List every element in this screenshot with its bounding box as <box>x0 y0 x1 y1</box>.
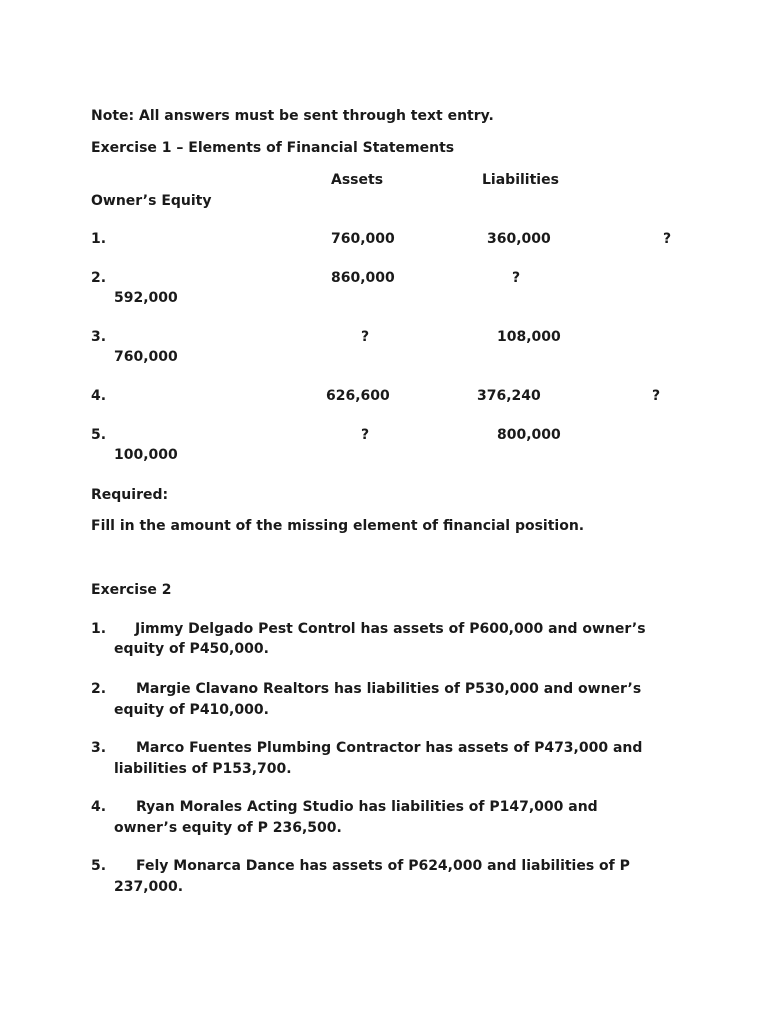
header-assets: Assets <box>331 172 384 188</box>
row-2-liabilities: ? <box>512 270 521 286</box>
row-1-liabilities: 360,000 <box>487 231 551 247</box>
row-4-equity: ? <box>652 388 661 404</box>
row-5-assets: ? <box>361 427 370 443</box>
row-3-number: 3. <box>91 329 107 345</box>
note-text: Note: All answers must be sent through text entry. <box>91 108 494 124</box>
row-2-assets: 860,000 <box>331 270 395 286</box>
ex2-item-2-line1: Margie Clavano Realtors has liabilities of P530,000 and owner’s <box>136 681 642 697</box>
row-4-assets: 626,600 <box>326 388 390 404</box>
ex2-item-1-line1: Jimmy Delgado Pest Control has assets of P600,000 and owner’s <box>135 621 646 637</box>
ex2-item-2-number: 2. <box>91 681 107 697</box>
ex2-item-3-number: 3. <box>91 740 107 756</box>
ex2-item-1-number: 1. <box>91 621 107 637</box>
required-label: Required: <box>91 487 169 503</box>
row-3-equity: 760,000 <box>114 349 178 365</box>
ex2-item-1-line2: equity of P450,000. <box>114 641 269 657</box>
row-5-equity: 100,000 <box>114 447 178 463</box>
ex2-item-4-number: 4. <box>91 799 107 815</box>
row-2-number: 2. <box>91 270 107 286</box>
ex2-item-5-line1: Fely Monarca Dance has assets of P624,000 and liabilities of P <box>136 858 630 874</box>
row-5-liabilities: 800,000 <box>497 427 561 443</box>
ex2-item-4-line2: owner’s equity of P 236,500. <box>114 820 342 836</box>
ex2-item-4-line1: Ryan Morales Acting Studio has liabilities of P147,000 and <box>136 799 598 815</box>
ex2-item-2-line2: equity of P410,000. <box>114 702 269 718</box>
row-4-liabilities: 376,240 <box>477 388 541 404</box>
row-5-number: 5. <box>91 427 107 443</box>
row-1-assets: 760,000 <box>331 231 395 247</box>
required-instruction: Fill in the amount of the missing element of financial position. <box>91 518 585 534</box>
exercise1-title: Exercise 1 – Elements of Financial Statements <box>91 140 455 156</box>
row-2-equity: 592,000 <box>114 290 178 306</box>
row-4-number: 4. <box>91 388 107 404</box>
ex2-item-5-number: 5. <box>91 858 107 874</box>
ex2-item-5-line2: 237,000. <box>114 879 184 895</box>
row-3-liabilities: 108,000 <box>497 329 561 345</box>
ex2-item-3-line2: liabilities of P153,700. <box>114 761 292 777</box>
row-3-assets: ? <box>361 329 370 345</box>
header-owners-equity: Owner’s Equity <box>91 193 212 209</box>
header-liabilities: Liabilities <box>482 172 559 188</box>
ex2-item-3-line1: Marco Fuentes Plumbing Contractor has assets of P473,000 and <box>136 740 643 756</box>
exercise2-title: Exercise 2 <box>91 582 172 598</box>
row-1-number: 1. <box>91 231 107 247</box>
row-1-equity: ? <box>663 231 672 247</box>
